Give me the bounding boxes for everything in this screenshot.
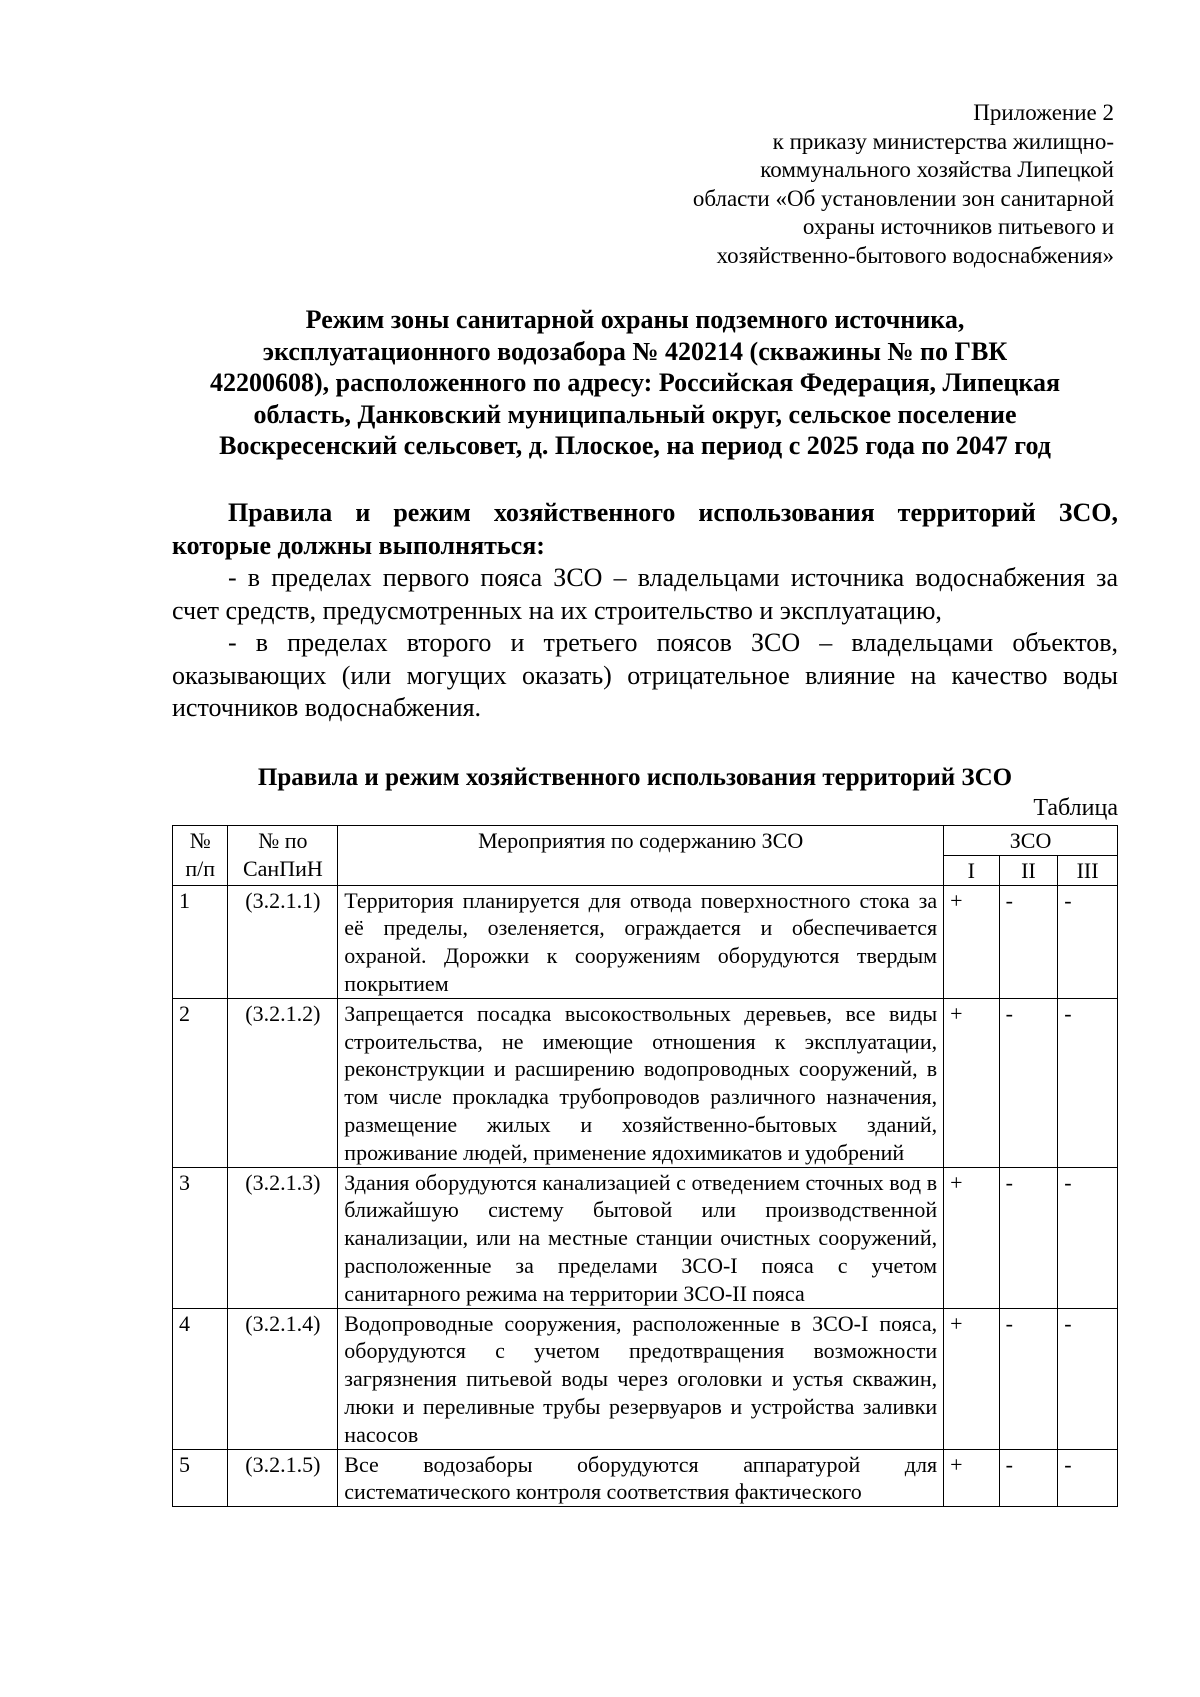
row-sanpin-code: (3.2.1.2) bbox=[228, 998, 338, 1167]
row-measure-text: Все водозаборы оборудуются аппаратурой для систематического контроля соответствия фактического bbox=[338, 1449, 944, 1507]
header-belt-3: III bbox=[1058, 855, 1118, 885]
document-title bbox=[150, 304, 1120, 462]
row-belt-2-mark: - bbox=[999, 1167, 1058, 1308]
rules-heading-text: Правила и режим хозяйственного использования территорий ЗСО, которые должны выполняться: bbox=[172, 498, 1118, 560]
title-line: 42200608), расположенного по адресу: Российская Федерация, Липецкая bbox=[209, 368, 1061, 397]
appendix-line: охраны источников питьевого и bbox=[802, 214, 1114, 239]
rules-section bbox=[172, 497, 1118, 725]
row-belt-1-mark: + bbox=[944, 998, 999, 1167]
title-line: Воскресенский сельсовет, д. Плоское, на период с 2025 года по 2047 год bbox=[219, 431, 1051, 460]
title-line: Режим зоны санитарной охраны подземного источника, bbox=[305, 305, 965, 334]
rules-item-first-belt: - в пределах первого пояса ЗСО – владельцами источника водоснабжения за счет средств, предусмотренных на их строительство и эксплуатацию, bbox=[172, 563, 1118, 625]
row-num: 3 bbox=[173, 1167, 228, 1308]
row-num: 4 bbox=[173, 1308, 228, 1449]
row-belt-3-mark: - bbox=[1058, 1167, 1118, 1308]
table-row bbox=[173, 885, 1118, 998]
rules-item-second-third-belt: - в пределах второго и третьего поясов ЗСО – владельцами объектов, оказывающих (или могущих оказать) отрицательное влияние на качество воды источников водоснабжения. bbox=[172, 628, 1118, 722]
appendix-line: коммунального хозяйства Липецкой bbox=[760, 157, 1114, 182]
row-sanpin-code: (3.2.1.5) bbox=[228, 1449, 338, 1507]
table-caption: Таблица bbox=[1033, 795, 1118, 821]
table-row bbox=[173, 998, 1118, 1167]
row-measure-text: Территория планируется для отвода поверхностного стока за её пределы, озеленяется, ограждается и обеспечивается охраной. Дорожки к сооружениям оборудуются твердым покрытием bbox=[338, 885, 944, 998]
header-sanpin: № по СанПиН bbox=[228, 826, 338, 886]
header-zso: ЗСО bbox=[944, 826, 1118, 856]
row-belt-2-mark: - bbox=[999, 1308, 1058, 1449]
row-num: 1 bbox=[173, 885, 228, 998]
title-line: эксплуатационного водозабора № 420214 (скважины № по ГВК bbox=[262, 336, 1008, 366]
row-measure-text: Здания оборудуются канализацией с отведением сточных вод в ближайшую систему бытовой или производственной канализации, или на местные станции очистных сооружений, расположенные за пределами ЗСО-I пояса с учетом санитарного режима на территории ЗСО-II пояса bbox=[338, 1167, 944, 1308]
row-belt-1-mark: + bbox=[944, 1308, 999, 1449]
row-belt-3-mark: - bbox=[1058, 885, 1118, 998]
title-line: область, Данковский муниципальный округ, сельское поселение bbox=[253, 399, 1017, 429]
header-belt-1: I bbox=[944, 855, 999, 885]
row-sanpin-code: (3.2.1.3) bbox=[228, 1167, 338, 1308]
row-belt-1-mark: + bbox=[944, 885, 999, 998]
appendix-line: области «Об установлении зон санитарной bbox=[692, 185, 1114, 211]
row-num: 2 bbox=[173, 998, 228, 1167]
table-row bbox=[173, 1167, 1118, 1308]
row-sanpin-code: (3.2.1.1) bbox=[228, 885, 338, 998]
row-belt-3-mark: - bbox=[1058, 1308, 1118, 1449]
appendix-line: к приказу министерства жилищно- bbox=[772, 128, 1114, 154]
row-num: 5 bbox=[173, 1449, 228, 1507]
row-belt-1-mark: + bbox=[944, 1449, 999, 1507]
row-belt-2-mark: - bbox=[999, 1449, 1058, 1507]
row-belt-3-mark: - bbox=[1058, 1449, 1118, 1507]
table-header-row bbox=[173, 826, 1118, 856]
rules-heading bbox=[172, 497, 1118, 562]
row-belt-3-mark: - bbox=[1058, 998, 1118, 1167]
table-row bbox=[173, 1449, 1118, 1507]
row-measure-text: Водопроводные сооружения, расположенные в ЗСО-I пояса, оборудуются с учетом предотвращения возможности загрязнения питьевой воды через оголовки и устья скважин, люки и переливные трубы резервуаров и устройства заливки насосов bbox=[338, 1308, 944, 1449]
header-belt-2: II bbox=[999, 855, 1058, 885]
table-title: Правила и режим хозяйственного использования территорий ЗСО bbox=[257, 764, 1013, 791]
appendix-line: Приложение 2 bbox=[973, 100, 1114, 125]
row-measure-text: Запрещается посадка высокоствольных деревьев, все виды строительства, не имеющие отношения к эксплуатации, реконструкции и расширению водопроводных сооружений, в том числе прокладка трубопроводов различного назначения, размещение жилых и хозяйственно-бытовых зданий, проживание людей, применение ядохимикатов и удобрений bbox=[338, 998, 944, 1167]
appendix-block bbox=[554, 99, 1114, 270]
row-sanpin-code: (3.2.1.4) bbox=[228, 1308, 338, 1449]
header-num: № п/п bbox=[173, 826, 228, 886]
zso-rules-table bbox=[172, 825, 1118, 1507]
table-row bbox=[173, 1308, 1118, 1449]
appendix-line: хозяйственно-бытового водоснабжения» bbox=[716, 242, 1114, 268]
header-measures: Мероприятия по содержанию ЗСО bbox=[338, 826, 944, 886]
row-belt-1-mark: + bbox=[944, 1167, 999, 1308]
row-belt-2-mark: - bbox=[999, 885, 1058, 998]
row-belt-2-mark: - bbox=[999, 998, 1058, 1167]
